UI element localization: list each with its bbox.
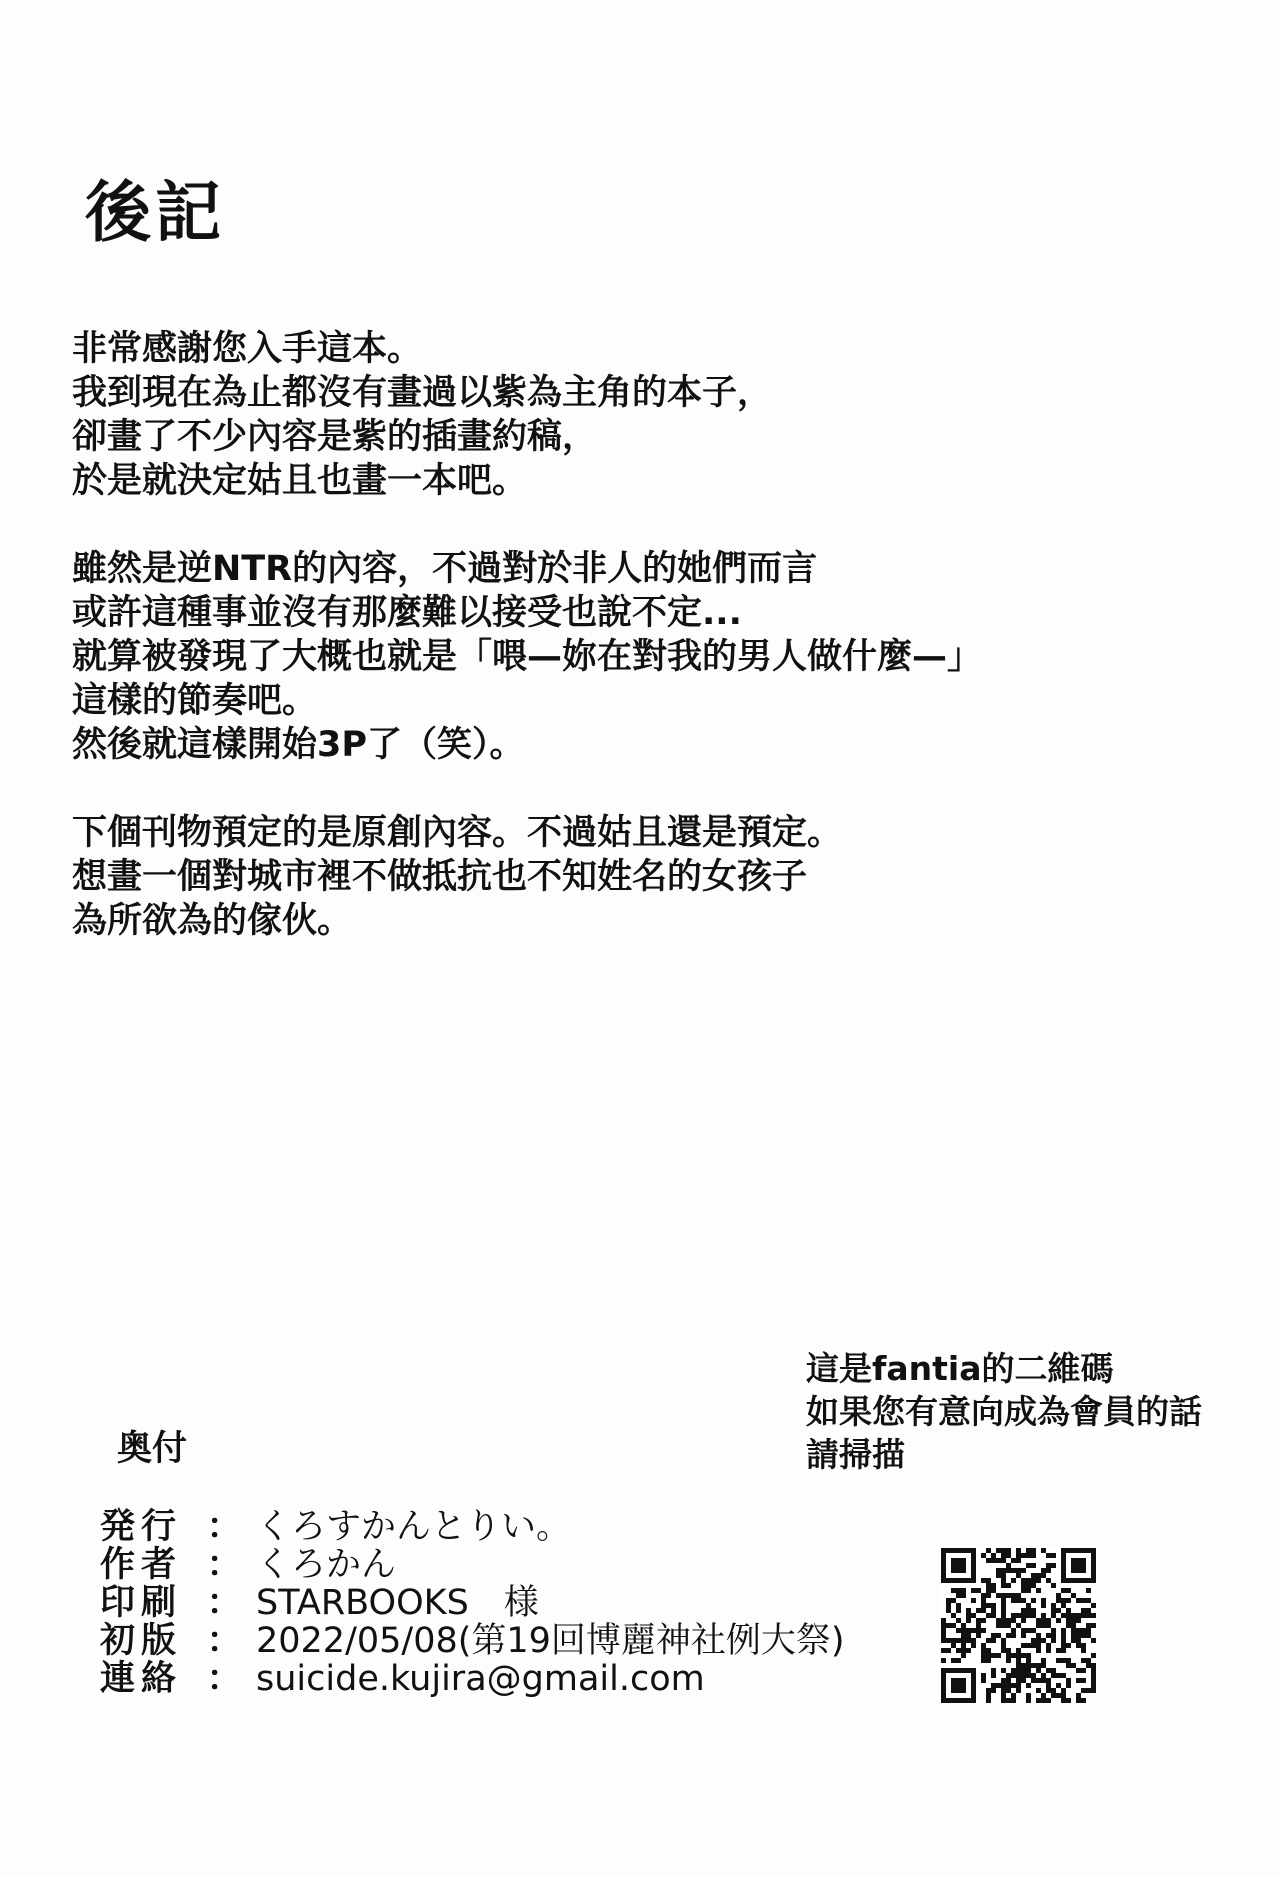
colophon-label: 初版 — [100, 1621, 183, 1661]
qr-caption — [806, 1347, 1202, 1476]
qr-caption-line: 如果您有意向成為會員的話 — [806, 1392, 1202, 1431]
text-line: 為所欲為的傢伙。 — [72, 901, 353, 941]
colophon-title: 奥付 — [117, 1429, 188, 1469]
colophon-colon: ： — [206, 1545, 242, 1585]
paragraph-1 — [72, 327, 1072, 503]
colophon-colon: ： — [206, 1507, 242, 1547]
text-line: 然後就這樣開始3P了（笑）。 — [72, 725, 525, 765]
colophon-colon: ： — [206, 1659, 242, 1699]
text-line: 想畫一個對城市裡不做抵抗也不知姓名的女孩子 — [72, 857, 808, 897]
qr-caption-line: 請掃描 — [806, 1435, 905, 1474]
colophon-label: 作者 — [100, 1545, 183, 1585]
qr-code-icon[interactable] — [941, 1548, 1096, 1703]
colophon — [100, 1508, 845, 1698]
colophon-colon: ： — [206, 1621, 242, 1661]
colophon-row-printer — [100, 1584, 845, 1622]
colophon-row-publisher — [100, 1508, 845, 1546]
text-line: 就算被發現了大概也就是「喂—妳在對我的男人做什麼—」 — [72, 637, 983, 677]
colophon-row-author — [100, 1546, 845, 1584]
text-line: 或許這種事並沒有那麼難以接受也說不定... — [72, 593, 742, 633]
text-line: 非常感謝您入手這本。 — [72, 329, 423, 369]
text-line: 下個刊物預定的是原創內容。不過姑且還是預定。 — [72, 813, 843, 853]
contact-email: suicide.kujira@gmail.com — [256, 1659, 705, 1699]
colophon-label: 印刷 — [100, 1583, 183, 1623]
colophon-value: くろすかんとりい。 — [256, 1507, 572, 1547]
colophon-row-contact — [100, 1660, 845, 1698]
afterword-body — [72, 327, 1072, 987]
text-line: 於是就決定姑且也畫一本吧。 — [72, 461, 528, 501]
colophon-value: くろかん — [256, 1545, 397, 1585]
qr-caption-line: 這是fantia的二維碼 — [806, 1349, 1114, 1388]
text-line: 我到現在為止都沒有畫過以紫為主角的本子， — [72, 373, 773, 413]
text-line: 這樣的節奏吧。 — [72, 681, 318, 721]
qr-code-graphic — [941, 1548, 1096, 1703]
colophon-colon: ： — [206, 1583, 242, 1623]
page-title: 後記 — [85, 174, 225, 251]
paragraph-2 — [72, 547, 1072, 767]
colophon-label: 発行 — [100, 1507, 183, 1547]
text-line: 雖然是逆NTR的內容，不過對於非人的她們而言 — [72, 549, 818, 589]
colophon-value: STARBOOKS 様 — [256, 1583, 539, 1623]
paragraph-3 — [72, 811, 1072, 943]
colophon-value: 2022/05/08(第19回博麗神社例大祭) — [256, 1621, 845, 1661]
colophon-row-first-edition — [100, 1622, 845, 1660]
text-line: 卻畫了不少內容是紫的插畫約稿， — [72, 417, 598, 457]
colophon-label: 連絡 — [100, 1659, 183, 1699]
